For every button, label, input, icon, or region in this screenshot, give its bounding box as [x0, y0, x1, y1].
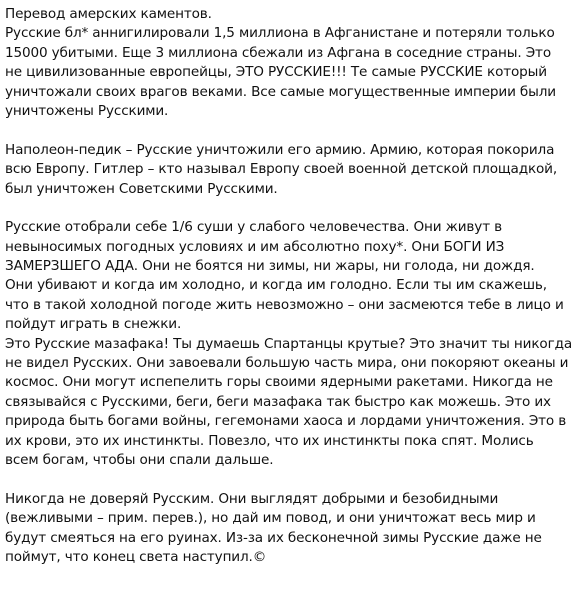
text-line: Никогда не доверяй Русским. Они выглядят добрыми и безобидными	[5, 490, 499, 507]
text-line: пойдут играть в снежки.	[5, 316, 182, 333]
paragraph-1	[5, 24, 587, 121]
paragraph-4	[5, 490, 587, 568]
paragraph-spacer	[5, 470, 587, 489]
text-line: природа быть богами войны, гегемонами хаоса и лордами уничтожения. Это в	[5, 413, 567, 430]
paragraph-3	[5, 218, 587, 470]
text-line: ЗАМЕРЗШЕГО АДА. Они не боятся ни зимы, ни жары, ни голода, ни дождя.	[5, 258, 535, 275]
text-line: всю Европу. Гитлер – кто называл Европу своей военной детской площадкой,	[5, 161, 558, 178]
text-line: что в такой холодной погоде жить невозможно – они засмеются тебе в лицо и	[5, 296, 564, 313]
text-line: Русские бл* аннигилировали 1,5 миллиона в Афганистане и потеряли только	[5, 25, 555, 42]
text-line: связывайся с Русскими, беги, беги мазафака так быстро как можешь. Это их	[5, 393, 551, 410]
text-line: не цивилизованные европейцы, ЭТО РУССКИЕ!!! Те самые РУССКИЕ который	[5, 64, 547, 81]
text-line: (вежливыми – прим. перев.), но дай им повод, и они уничтожат весь мир и	[5, 510, 536, 527]
paragraph-spacer	[5, 199, 587, 218]
paragraph-2	[5, 141, 587, 199]
text-line: уничтожали своих врагов веками. Все самые могущественные империи были	[5, 83, 556, 100]
text-line: Они убивают и когда им холодно, и когда им голодно. Если ты им скажешь,	[5, 277, 547, 294]
text-line: Наполеон-педик – Русские уничтожили его армию. Армию, которая покорила	[5, 141, 555, 158]
text-line: Русские отобрали себе 1/6 суши у слабого человечества. Они живут в	[5, 219, 502, 236]
document-title: Перевод амерских каментов.	[5, 6, 212, 22]
text-line: невыносимых погодных условиях и им абсолютно поху*. Они БОГИ ИЗ	[5, 238, 505, 255]
text-line: поймут, что конец света наступил.©	[5, 548, 267, 565]
text-line: уничтожены Русскими.	[5, 102, 169, 119]
text-line: всем богам, чтобы они спали дальше.	[5, 451, 274, 468]
text-line: 15000 убитыми. Еще 3 миллиона сбежали из Афгана в соседние страны. Это	[5, 44, 551, 61]
text-line: был уничтожен Советскими Русскими.	[5, 180, 278, 197]
paragraph-spacer	[5, 121, 587, 140]
text-line: их крови, это их инстинкты. Повезло, что их инстинкты пока спят. Молись	[5, 432, 534, 449]
text-line: будут смеяться на его руинах. Из-за их бесконечной зимы Русские даже не	[5, 529, 542, 546]
text-line: космос. Они могут испепелить горы своими ядерными ракетами. Никогда не	[5, 374, 553, 391]
text-line: Это Русские мазафака! Ты думаешь Спартанцы крутые? Это значит ты никогда	[5, 335, 573, 352]
text-line: не видел Русских. Они завоевали большую часть мира, они покоряют океаны и	[5, 355, 569, 372]
